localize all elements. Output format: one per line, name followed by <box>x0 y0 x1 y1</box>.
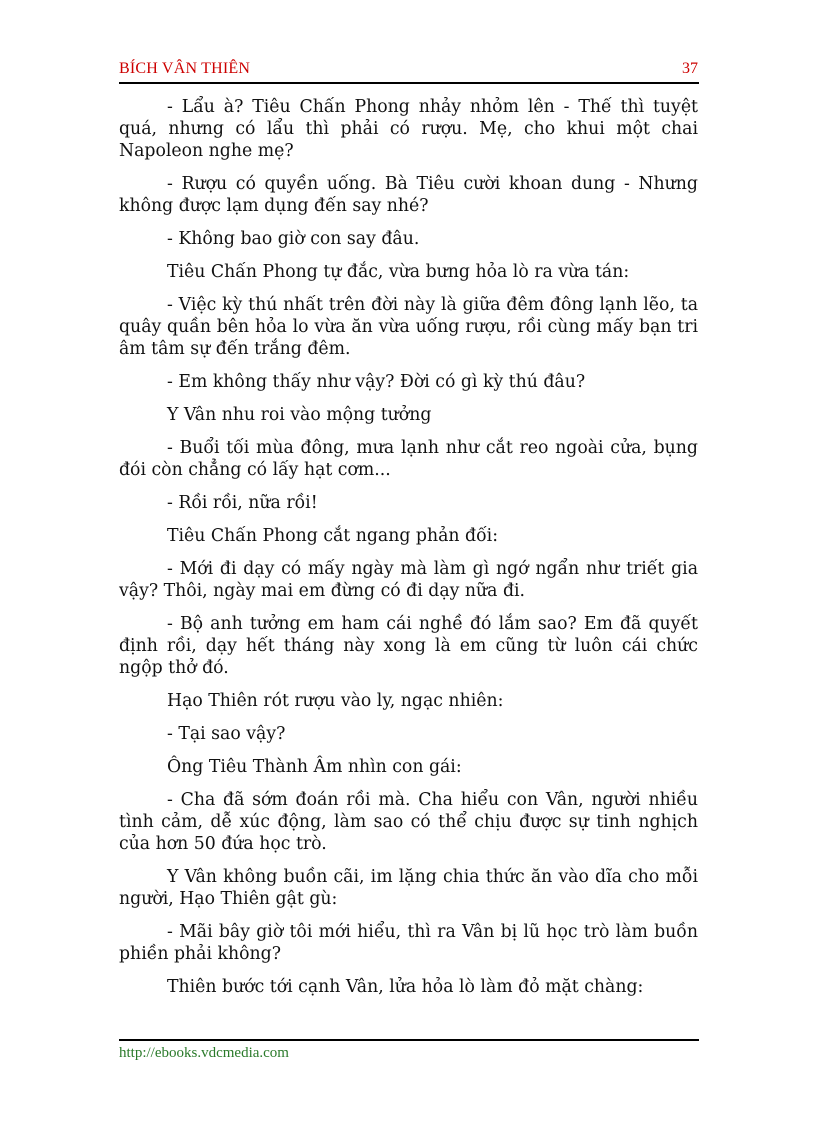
paragraph: Tiêu Chấn Phong tự đắc, vừa bưng hỏa lò ra vừa tán: <box>167 262 630 282</box>
page-body <box>119 96 698 1009</box>
paragraph: Hạo Thiên rót rượu vào ly, ngạc nhiên: <box>167 691 504 711</box>
paragraph: Tiêu Chấn Phong cắt ngang phản đối: <box>167 526 499 546</box>
paragraph: Ông Tiêu Thành Âm nhìn con gái: <box>167 757 462 777</box>
paragraph: - Tại sao vậy? <box>167 724 286 744</box>
paragraph: - Mới đi dạy có mấy ngày mà làm gì ngớ ngẩn như triết gia vậy? Thôi, ngày mai em đừng có đi dạy nữa đi. <box>119 559 698 601</box>
footer-website-link[interactable]: http://ebooks.vdcmedia.com <box>119 1045 289 1061</box>
paragraph: - Mãi bây giờ tôi mới hiểu, thì ra Vân bị lũ học trò làm buồn phiền phải không? <box>119 922 698 964</box>
header-divider <box>119 82 699 84</box>
paragraph: - Rượu có quyền uống. Bà Tiêu cười khoan dung - Nhưng không được lạm dụng đến say nhé? <box>119 174 698 216</box>
paragraph: - Cha đã sớm đoán rồi mà. Cha hiểu con Vân, người nhiều tình cảm, dễ xúc động, làm sao có thể chịu được sự tinh nghịch của hơn 50 đứa học trò. <box>119 790 698 854</box>
paragraph: Thiên bước tới cạnh Vân, lửa hỏa lò làm đỏ mặt chàng: <box>167 977 644 997</box>
paragraph: Y Vân không buồn cãi, im lặng chia thức ăn vào dĩa cho mỗi người, Hạo Thiên gật gù: <box>119 867 698 909</box>
paragraph: - Việc kỳ thú nhất trên đời này là giữa đêm đông lạnh lẽo, ta quây quần bên hỏa lo vừa ăn vừa uống rượu, rồi cùng mấy bạn tri âm tâm sự đến trắng đêm. <box>119 295 698 359</box>
page-header <box>119 60 698 82</box>
page-number: 37 <box>682 60 698 77</box>
book-title: BÍCH VÂN THIÊN <box>119 60 251 77</box>
paragraph: - Em không thấy như vậy? Đời có gì kỳ thú đâu? <box>167 372 586 392</box>
paragraph: - Lẩu à? Tiêu Chấn Phong nhảy nhỏm lên - Thế thì tuyệt quá, nhưng có lẩu thì phải có rượu. Mẹ, cho khui một chai Napoleon nghe mẹ? <box>119 97 698 161</box>
paragraph: - Bộ anh tưởng em ham cái nghề đó lắm sao? Em đã quyết định rồi, dạy hết tháng này xong là em cũng từ luôn cái chức ngộp thở đó. <box>119 614 698 678</box>
paragraph: - Rồi rồi, nữa rồi! <box>167 493 318 513</box>
paragraph: - Buổi tối mùa đông, mưa lạnh như cắt reo ngoài cửa, bụng đói còn chẳng có lấy hạt cơm... <box>119 438 698 480</box>
footer-divider <box>119 1039 699 1041</box>
paragraph: - Không bao giờ con say đâu. <box>167 229 420 249</box>
paragraph: Y Vân nhu roi vào mộng tưởng <box>167 405 432 425</box>
